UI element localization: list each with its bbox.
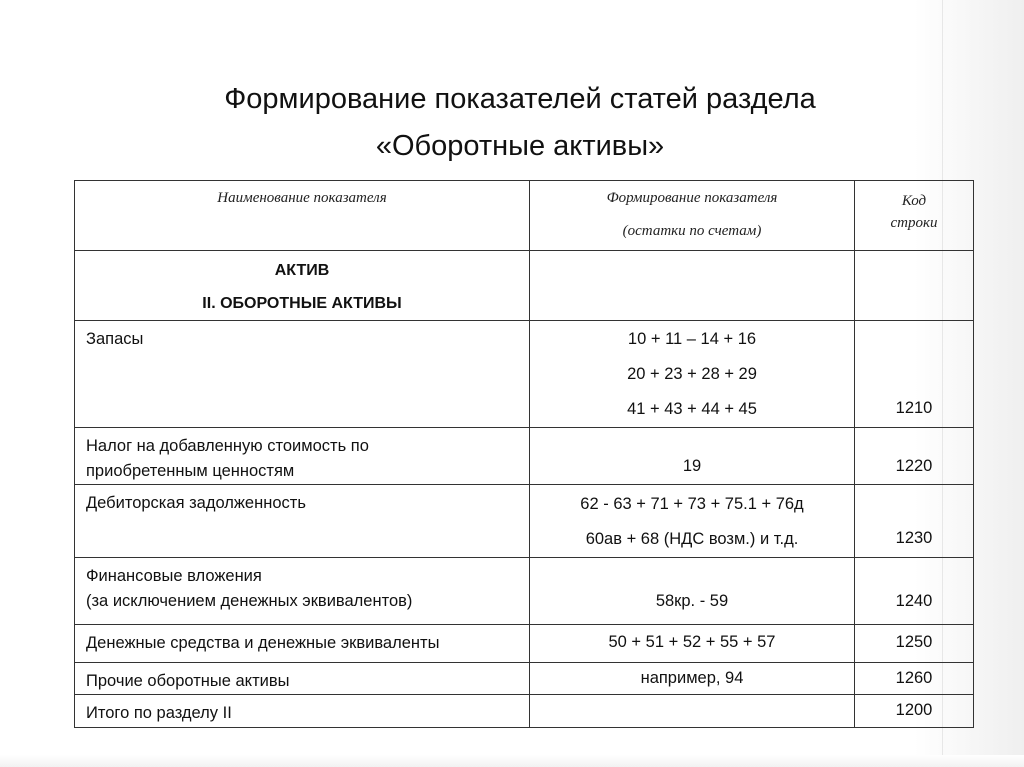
- row-name-line: (за исключением денежных эквивалентов): [86, 592, 413, 610]
- row-formation-total: [530, 695, 855, 728]
- formation-line: 10 + 11 – 14 + 16: [627, 330, 757, 348]
- title-line-2: «Оборотные активы»: [375, 130, 665, 162]
- table-row: [75, 695, 974, 728]
- header-indicator-name: Наименование показателя: [75, 181, 530, 251]
- row-name-cash: Денежные средства и денежные эквиваленты: [75, 625, 530, 663]
- row-code-other: 1260: [855, 663, 974, 695]
- title-line-1: Формирование показателей статей раздела: [224, 83, 816, 115]
- row-name-vat: [75, 428, 530, 485]
- formation-line: 41 + 43 + 44 + 45: [627, 400, 757, 418]
- row-code-inventories: 1210: [855, 321, 974, 428]
- header-formation: [530, 181, 855, 251]
- row-name-inventories: Запасы: [75, 321, 530, 428]
- table-row: [75, 321, 974, 428]
- row-formation-vat: 19: [530, 428, 855, 485]
- section-heading: [75, 251, 530, 321]
- header-formation-line2: (остатки по счетам): [622, 223, 762, 239]
- row-formation-inventories: [530, 321, 855, 428]
- section-code-empty: [855, 251, 974, 321]
- row-code-investments: 1240: [855, 558, 974, 625]
- row-code-total: 1200: [855, 695, 974, 728]
- section-formation-empty: [530, 251, 855, 321]
- row-name-line: Финансовые вложения: [86, 567, 262, 585]
- row-name-other: Прочие оборотные активы: [75, 663, 530, 695]
- table-row: [75, 558, 974, 625]
- row-code-receivables: 1230: [855, 485, 974, 558]
- header-code-line2: строки: [890, 215, 938, 231]
- slide-frame-bottom: [0, 755, 1024, 767]
- row-name-total: Итого по разделу II: [75, 695, 530, 728]
- table-row: [75, 663, 974, 695]
- table-row-section: [75, 251, 974, 321]
- current-assets-table: [74, 180, 974, 728]
- row-name-receivables: Дебиторская задолженность: [75, 485, 530, 558]
- header-code-line1: Код: [901, 193, 927, 209]
- row-name-line: приобретенным ценностям: [86, 462, 295, 480]
- table-row: [75, 485, 974, 558]
- row-formation-other: например, 94: [530, 663, 855, 695]
- table-row: [75, 428, 974, 485]
- row-name-line: Налог на добавленную стоимость по: [86, 437, 369, 455]
- table-row: [75, 625, 974, 663]
- section-line2: II. ОБОРОТНЫЕ АКТИВЫ: [202, 295, 402, 312]
- row-name-investments: [75, 558, 530, 625]
- row-formation-cash: 50 + 51 + 52 + 55 + 57: [530, 625, 855, 663]
- row-formation-investments: 58кр. - 59: [530, 558, 855, 625]
- section-line1: АКТИВ: [274, 262, 330, 279]
- formation-line: 62 - 63 + 71 + 73 + 75.1 + 76д: [580, 495, 804, 513]
- row-code-vat: 1220: [855, 428, 974, 485]
- row-formation-receivables: [530, 485, 855, 558]
- header-line-code: [855, 181, 974, 251]
- table-header-row: [75, 181, 974, 251]
- header-formation-line1: Формирование показателя: [606, 190, 778, 206]
- formation-line: 60ав + 68 (НДС возм.) и т.д.: [585, 530, 799, 548]
- slide-title: [140, 76, 900, 170]
- row-code-cash: 1250: [855, 625, 974, 663]
- formation-line: 20 + 23 + 28 + 29: [627, 365, 757, 383]
